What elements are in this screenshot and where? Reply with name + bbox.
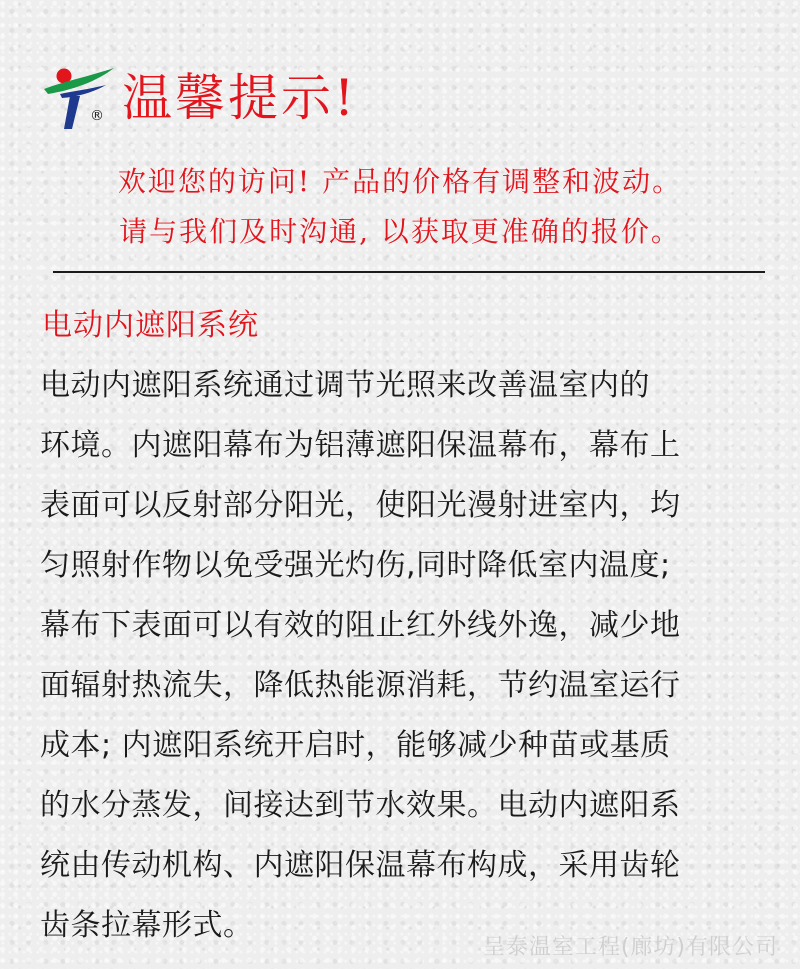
- description-line: 的水分蒸发，间接达到节水效果。电动内遮阳系: [40, 788, 681, 823]
- description-line: 电动内遮阳系统通过调节光照来改善温室内的: [40, 368, 650, 403]
- registered-trademark-mark: ®: [90, 108, 104, 124]
- description-line: 环境。内遮阳幕布为铝薄遮阳保温幕布，幕布上: [40, 428, 681, 463]
- section-divider: [53, 271, 765, 273]
- description-line: 面辐射热流失，降低热能源消耗，节约温室运行: [40, 668, 681, 703]
- logo-icon: [40, 63, 118, 133]
- notice-line-1: 欢迎您的访问! 产品的价格有调整和波动。: [117, 165, 683, 198]
- description-line: 成本; 内遮阳系统开启时，能够减少种苗或基质: [40, 728, 671, 763]
- company-logo: [40, 63, 118, 133]
- description-line: 幕布下表面可以有效的阻止红外线外逸，减少地: [40, 608, 681, 643]
- description-line: 匀照射作物以免受强光灼伤,同时降低室内温度;: [40, 548, 671, 583]
- description-line: 统由传动机构、内遮阳保温幕布构成，采用齿轮: [40, 848, 681, 883]
- notice-line-2: 请与我们及时沟通, 以获取更准确的报价。: [119, 215, 681, 248]
- page-title: 温馨提示!: [122, 69, 358, 127]
- section-title: 电动内遮阳系统: [42, 308, 259, 343]
- description-line: 表面可以反射部分阳光，使阳光漫射进室内，均: [40, 488, 681, 523]
- description-paragraph: [40, 363, 681, 963]
- header: [40, 58, 357, 138]
- description-line: 齿条拉幕形式。: [40, 908, 254, 943]
- company-watermark: 呈泰温室工程(廊坊)有限公司: [482, 935, 778, 960]
